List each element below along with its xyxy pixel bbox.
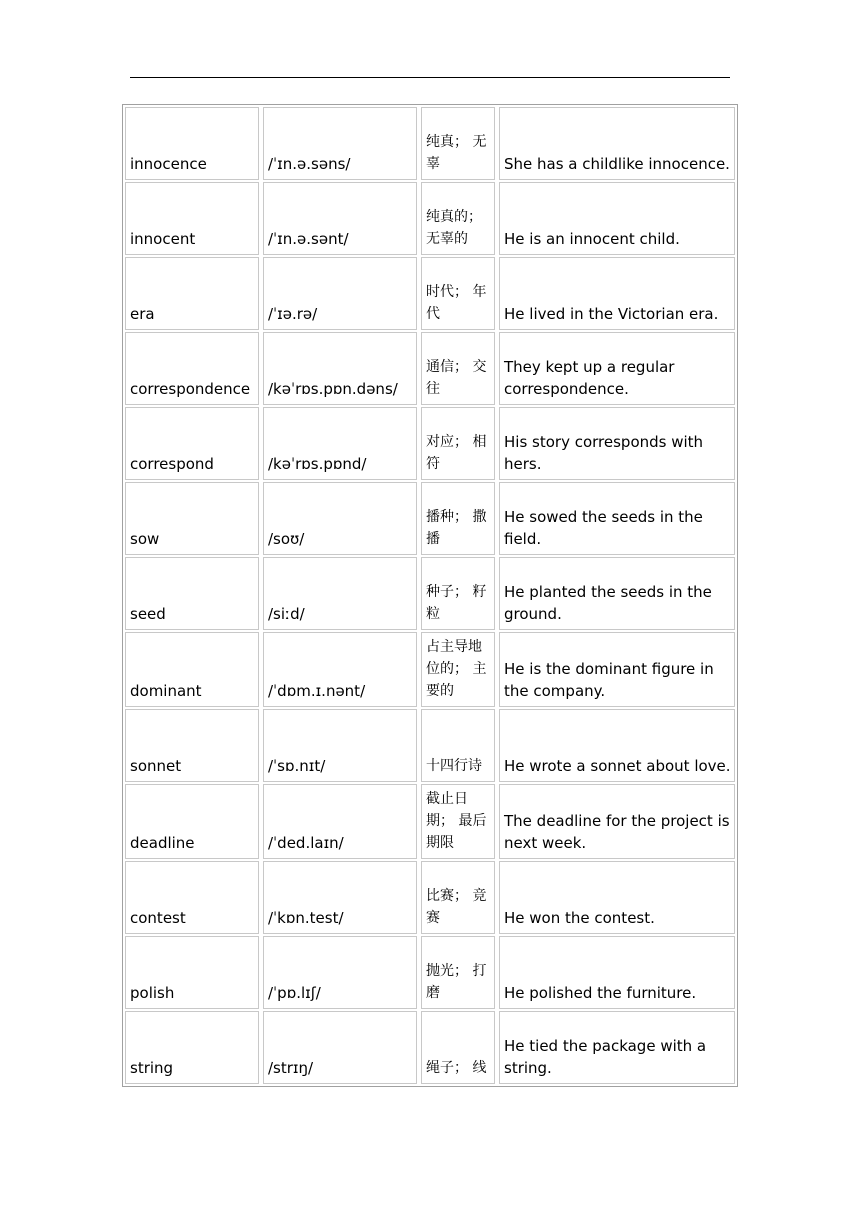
example-cell: [499, 709, 735, 782]
example-cell: [499, 632, 735, 707]
meaning-cell: [421, 407, 495, 480]
word-cell: [125, 332, 259, 405]
ipa-text: /ˈsɒ.nɪt/: [268, 757, 326, 775]
example-cell: [499, 332, 735, 405]
example-cell: [499, 861, 735, 934]
word-text: sow: [130, 530, 160, 548]
meaning-text: 抛光； 打磨: [426, 963, 487, 1001]
word-cell: [125, 557, 259, 630]
ipa-cell: [263, 784, 417, 859]
table-row: [125, 1011, 735, 1084]
meaning-cell: [421, 861, 495, 934]
ipa-text: /ˈɪə.rə/: [268, 305, 318, 323]
word-cell: [125, 482, 259, 555]
meaning-cell: [421, 182, 495, 255]
example-text: His story corresponds with hers.: [504, 433, 704, 473]
table-row: [125, 632, 735, 707]
example-text: He wrote a sonnet about love.: [504, 757, 731, 775]
ipa-cell: [263, 1011, 417, 1084]
ipa-text: /ˈdɒm.ɪ.nənt/: [268, 682, 366, 700]
ipa-text: /strɪŋ/: [268, 1059, 314, 1077]
word-text: contest: [130, 909, 186, 927]
word-text: correspond: [130, 455, 214, 473]
meaning-cell: [421, 257, 495, 330]
ipa-cell: [263, 182, 417, 255]
example-text: He lived in the Victorian era.: [504, 305, 719, 323]
table-row: [125, 182, 735, 255]
table-row: [125, 557, 735, 630]
ipa-text: /siːd/: [268, 605, 305, 623]
ipa-cell: [263, 936, 417, 1009]
ipa-text: /kəˈrɒs.pɒnd/: [268, 455, 367, 473]
example-cell: [499, 784, 735, 859]
meaning-text: 时代； 年代: [426, 284, 487, 322]
ipa-cell: [263, 332, 417, 405]
meaning-cell: [421, 107, 495, 180]
ipa-text: /kəˈrɒs.pɒn.dəns/: [268, 380, 398, 398]
table-row: [125, 709, 735, 782]
example-text: The deadline for the project is next week.: [504, 812, 730, 852]
table-row: [125, 861, 735, 934]
meaning-text: 纯真； 无辜: [426, 134, 487, 172]
word-cell: [125, 257, 259, 330]
example-text: She has a childlike innocence.: [504, 155, 730, 173]
meaning-text: 播种； 撒播: [426, 509, 487, 547]
example-cell: [499, 407, 735, 480]
ipa-text: /ˈɪn.ə.səns/: [268, 155, 351, 173]
meaning-text: 种子； 籽粒: [426, 584, 487, 622]
ipa-cell: [263, 632, 417, 707]
word-cell: [125, 1011, 259, 1084]
word-cell: [125, 861, 259, 934]
word-cell: [125, 182, 259, 255]
ipa-cell: [263, 482, 417, 555]
ipa-cell: [263, 709, 417, 782]
ipa-text: /ˈkɒn.test/: [268, 909, 344, 927]
ipa-cell: [263, 257, 417, 330]
table-row: [125, 482, 735, 555]
ipa-text: /ˈɪn.ə.sənt/: [268, 230, 349, 248]
meaning-cell: [421, 1011, 495, 1084]
word-text: innocence: [130, 155, 207, 173]
table-row: [125, 784, 735, 859]
example-text: He planted the seeds in the ground.: [504, 583, 712, 623]
table-row: [125, 332, 735, 405]
word-text: correspondence: [130, 380, 251, 398]
table-row: [125, 257, 735, 330]
meaning-cell: [421, 784, 495, 859]
word-text: polish: [130, 984, 175, 1002]
word-text: innocent: [130, 230, 196, 248]
word-text: era: [130, 305, 155, 323]
word-text: seed: [130, 605, 166, 623]
example-cell: [499, 557, 735, 630]
example-text: He sowed the seeds in the field.: [504, 508, 703, 548]
example-cell: [499, 182, 735, 255]
meaning-text: 十四行诗: [426, 758, 482, 774]
word-text: sonnet: [130, 757, 182, 775]
vocabulary-table: [122, 104, 738, 1087]
example-text: He is an innocent child.: [504, 230, 680, 248]
table-row: [125, 407, 735, 480]
ipa-cell: [263, 107, 417, 180]
word-cell: [125, 407, 259, 480]
example-text: He tied the package with a string.: [504, 1037, 707, 1077]
table-row: [125, 936, 735, 1009]
meaning-text: 纯真的； 无辜的: [426, 209, 482, 247]
ipa-cell: [263, 557, 417, 630]
meaning-cell: [421, 936, 495, 1009]
meaning-text: 占主导地位的； 主要的: [426, 639, 487, 699]
example-text: He polished the furniture.: [504, 984, 697, 1002]
example-text: He is the dominant figure in the company.: [504, 660, 714, 700]
example-text: They kept up a regular correspondence.: [504, 358, 675, 398]
word-cell: [125, 784, 259, 859]
ipa-text: /ˈpɒ.lɪʃ/: [268, 984, 321, 1002]
meaning-text: 比赛； 竞赛: [426, 888, 487, 926]
example-cell: [499, 257, 735, 330]
table-row: [125, 107, 735, 180]
word-text: dominant: [130, 682, 202, 700]
word-text: string: [130, 1059, 174, 1077]
ipa-text: /soʊ/: [268, 530, 305, 548]
header-rule: [130, 77, 730, 78]
example-text: He won the contest.: [504, 909, 655, 927]
meaning-text: 截止日期； 最后期限: [426, 791, 487, 851]
word-text: deadline: [130, 834, 195, 852]
example-cell: [499, 936, 735, 1009]
word-cell: [125, 709, 259, 782]
word-cell: [125, 107, 259, 180]
word-cell: [125, 936, 259, 1009]
meaning-cell: [421, 709, 495, 782]
meaning-cell: [421, 332, 495, 405]
ipa-cell: [263, 407, 417, 480]
meaning-cell: [421, 482, 495, 555]
meaning-text: 对应； 相符: [426, 434, 487, 472]
example-cell: [499, 107, 735, 180]
word-cell: [125, 632, 259, 707]
example-cell: [499, 482, 735, 555]
ipa-text: /ˈded.laɪn/: [268, 834, 344, 852]
meaning-cell: [421, 632, 495, 707]
meaning-text: 通信； 交往: [426, 359, 487, 397]
meaning-text: 绳子； 线: [426, 1060, 487, 1076]
ipa-cell: [263, 861, 417, 934]
example-cell: [499, 1011, 735, 1084]
meaning-cell: [421, 557, 495, 630]
